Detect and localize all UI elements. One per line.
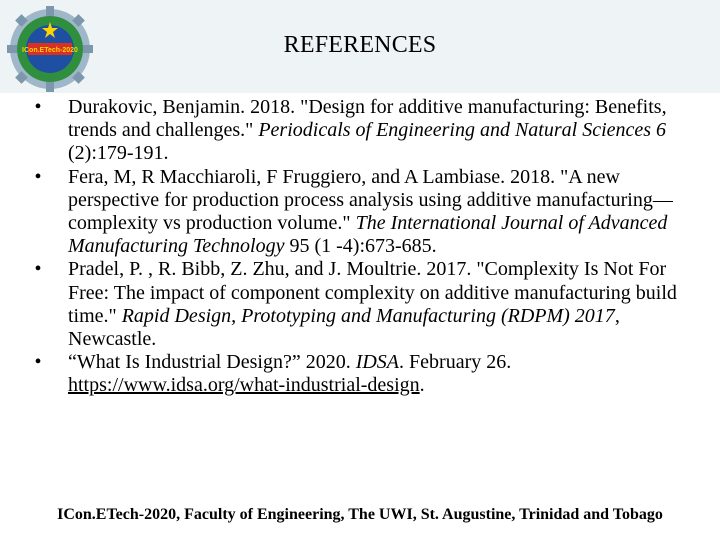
logo-text: ICon.ETech-2020 [22, 47, 78, 54]
reference-details: . February 26. [399, 351, 512, 374]
reference-text: Pradel, P. , R. Bibb, Z. Zhu, and J. Moultrie. 2017. "Complexity Is Not For Free: The impact of component complexity on additive manufacturing build time." [68, 258, 677, 327]
reference-item [28, 258, 692, 351]
reference-text: Fera, M, R Macchiaroli, F Fruggiero, and A Lambiase. 2018. "A new perspective for production process analysis using additive manufacturing—complexity vs production volume." [68, 165, 673, 235]
reference-item [28, 166, 692, 259]
reference-end: . [419, 374, 425, 397]
reference-item [28, 351, 692, 397]
bullet: • [34, 351, 42, 374]
reference-source: The International Journal of Advanced Manufacturing Technology [68, 212, 668, 258]
bullet: • [34, 258, 42, 281]
reference-source: Rapid Design, Prototyping and Manufacturing (RDPM) 2017 [121, 304, 615, 327]
reference-details: , Newcastle. [68, 304, 620, 351]
reference-text: Durakovic, Benjamin. 2018. "Design for additive manufacturing: Benefits, trends and challenges." [68, 96, 667, 142]
reference-text: “What Is Industrial Design?” 2020. [68, 351, 356, 374]
bullet: • [34, 165, 42, 188]
reference-details: 95 (1 -4):673-685. [284, 235, 437, 258]
header-band [0, 0, 720, 93]
references-list [28, 96, 692, 398]
reference-details: (2):179-191. [68, 142, 169, 165]
footer-text: ICon.ETech-2020, Faculty of Engineering, The UWI, St. Augustine, Trinidad and Tobago [57, 506, 663, 523]
reference-item [28, 96, 692, 166]
bullet: • [34, 96, 42, 118]
reference-source: IDSA [355, 351, 400, 374]
page-title: REFERENCES [283, 32, 437, 58]
reference-source: Periodicals of Engineering and Natural Sciences 6 [258, 119, 667, 142]
reference-link[interactable]: https://www.idsa.org/what-industrial-design [68, 374, 420, 397]
